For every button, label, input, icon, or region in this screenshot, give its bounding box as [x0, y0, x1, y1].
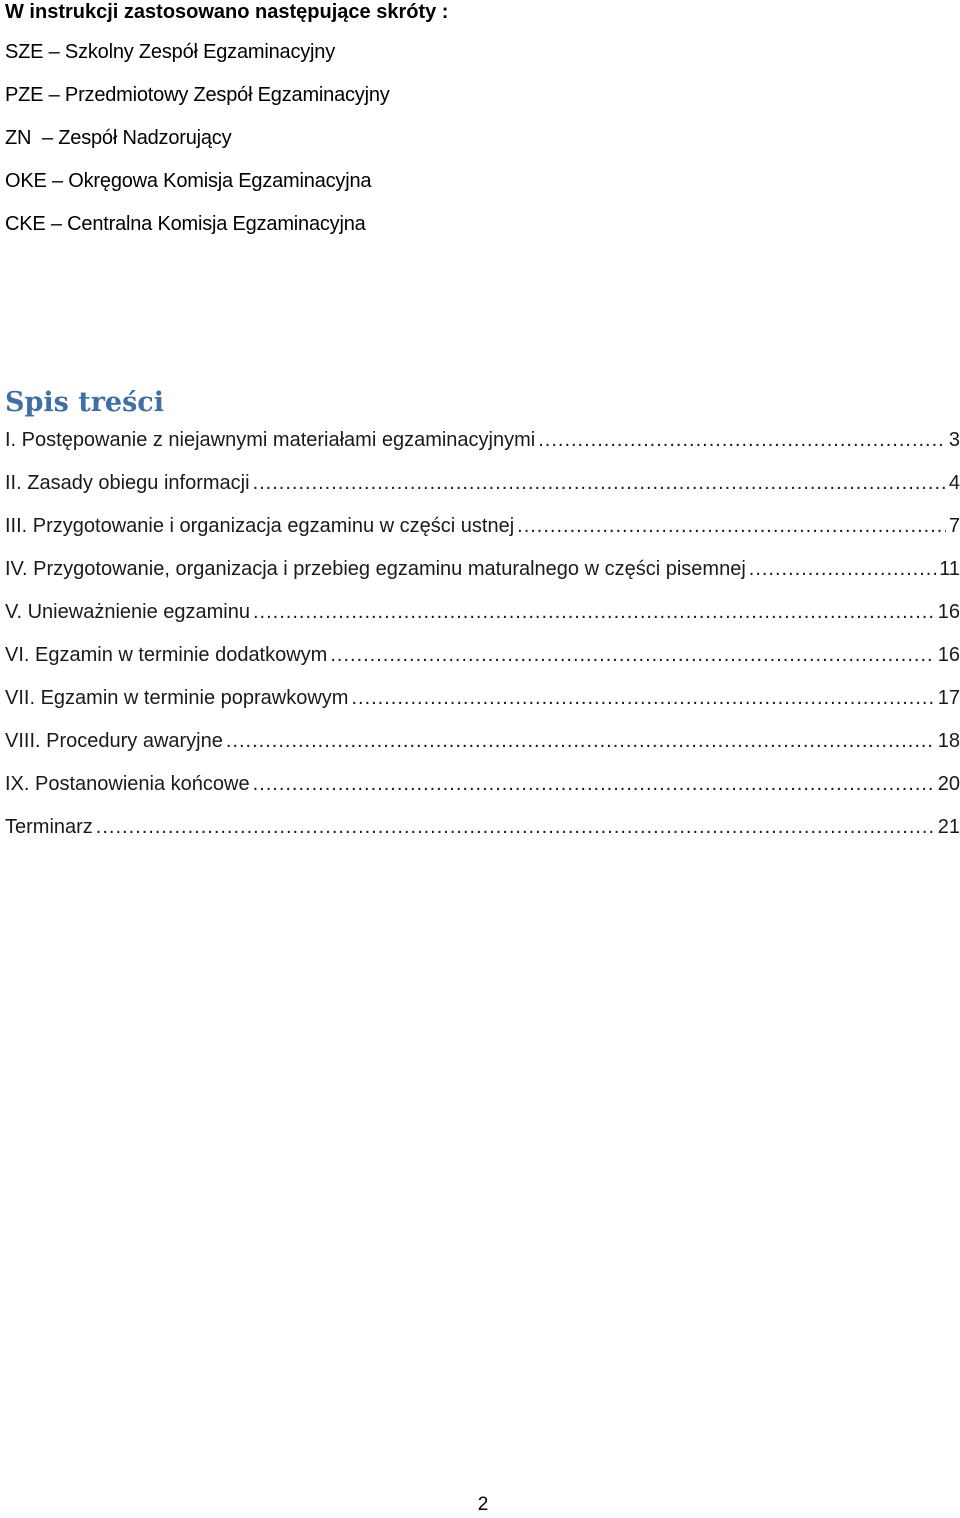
- toc-dot-leader: [253, 598, 935, 626]
- toc-page-number[interactable]: 18: [937, 730, 960, 752]
- abbreviation-code: PZE: [5, 84, 44, 106]
- toc-dot-leader: [253, 770, 935, 798]
- abbreviation-code: OKE: [5, 170, 47, 192]
- abbreviation-code: SZE: [5, 41, 44, 63]
- toc-dot-leader: [351, 684, 934, 712]
- toc-entry-title[interactable]: VIII. Procedury awaryjne: [5, 730, 223, 752]
- toc-entry[interactable]: [5, 512, 960, 555]
- toc-page-number[interactable]: 11: [939, 558, 960, 580]
- toc-entry[interactable]: [5, 770, 960, 813]
- table-of-contents: [5, 426, 960, 856]
- toc-entry[interactable]: [5, 641, 960, 684]
- toc-page-number[interactable]: 17: [937, 687, 960, 709]
- toc-dot-leader: [517, 512, 946, 540]
- toc-entry-title[interactable]: Terminarz: [5, 816, 93, 838]
- toc-dot-leader: [96, 813, 935, 841]
- abbreviation-code: CKE: [5, 213, 46, 235]
- toc-dot-leader: [538, 426, 946, 454]
- abbreviation-expansion: – Przedmiotowy Zespół Egzaminacyjny: [43, 84, 390, 106]
- toc-page-number[interactable]: 3: [948, 429, 960, 451]
- toc-entry-title[interactable]: V. Unieważnienie egzaminu: [5, 601, 250, 623]
- toc-entry[interactable]: [5, 813, 960, 856]
- toc-dot-leader: [253, 469, 946, 497]
- abbreviation-item: [5, 124, 390, 152]
- toc-entry-title[interactable]: III. Przygotowanie i organizacja egzaminu w części ustnej: [5, 515, 515, 537]
- toc-page-number[interactable]: 16: [937, 644, 960, 666]
- toc-entry-title[interactable]: IX. Postanowienia końcowe: [5, 773, 250, 795]
- toc-page-number[interactable]: 16: [937, 601, 960, 623]
- toc-entry-title[interactable]: IV. Przygotowanie, organizacja i przebieg egzaminu maturalnego w części pisemnej: [5, 558, 746, 580]
- toc-title: Spis treści: [5, 387, 165, 418]
- abbreviation-expansion: – Szkolny Zespół Egzaminacyjny: [43, 41, 336, 63]
- toc-entry[interactable]: [5, 426, 960, 469]
- toc-entry[interactable]: [5, 727, 960, 770]
- abbreviation-expansion: – Zespół Nadzorujący: [31, 127, 232, 149]
- toc-dot-leader: [226, 727, 935, 755]
- toc-entry-title[interactable]: II. Zasady obiegu informacji: [5, 472, 250, 494]
- page-number: 2: [477, 1494, 489, 1515]
- abbreviations-list: [5, 38, 390, 253]
- abbreviation-item: [5, 81, 390, 109]
- abbreviation-item: [5, 167, 390, 195]
- abbreviation-code: ZN: [5, 127, 32, 149]
- toc-entry[interactable]: [5, 598, 960, 641]
- abbreviation-item: [5, 210, 390, 238]
- toc-entry-title[interactable]: VI. Egzamin w terminie dodatkowym: [5, 644, 328, 666]
- toc-page-number[interactable]: 21: [937, 816, 960, 838]
- toc-page-number[interactable]: 4: [948, 472, 960, 494]
- abbreviations-heading: W instrukcji zastosowano następujące skróty :: [5, 1, 449, 23]
- toc-entry[interactable]: [5, 469, 960, 512]
- toc-entry-title[interactable]: I. Postępowanie z niejawnymi materiałami egzaminacyjnymi: [5, 429, 536, 451]
- abbreviation-expansion: – Okręgowa Komisja Egzaminacyjna: [46, 170, 372, 192]
- toc-entry[interactable]: [5, 684, 960, 727]
- toc-page-number[interactable]: 20: [937, 773, 960, 795]
- toc-dot-leader: [749, 555, 936, 583]
- toc-entry[interactable]: [5, 555, 960, 598]
- toc-entry-title[interactable]: VII. Egzamin w terminie poprawkowym: [5, 687, 349, 709]
- abbreviation-item: [5, 38, 390, 66]
- abbreviation-expansion: – Centralna Komisja Egzaminacyjna: [45, 213, 366, 235]
- toc-dot-leader: [330, 641, 934, 669]
- toc-page-number[interactable]: 7: [948, 515, 960, 537]
